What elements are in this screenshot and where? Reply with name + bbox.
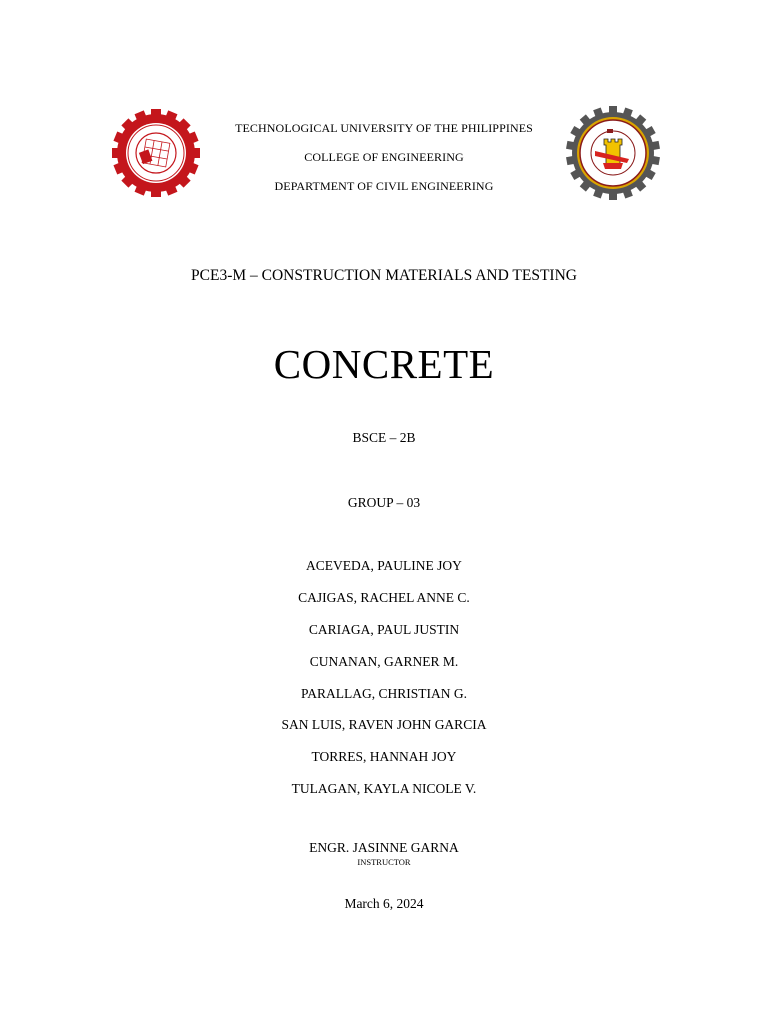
college-name: COLLEGE OF ENGINEERING	[304, 150, 464, 164]
member-name: TORRES, HANNAH JOY	[311, 749, 457, 764]
instructor-role: INSTRUCTOR	[357, 857, 411, 867]
member-name: CUNANAN, GARNER M.	[309, 654, 459, 669]
member-name: TULAGAN, KAYLA NICOLE V.	[291, 781, 477, 796]
instructor-name: ENGR. JASINNE GARNA	[309, 840, 459, 855]
member-name: CARIAGA, PAUL JUSTIN	[308, 622, 460, 637]
submission-date: March 6, 2024	[344, 896, 424, 911]
member-name: ACEVEDA, PAULINE JOY	[306, 558, 462, 573]
member-name: SAN LUIS, RAVEN JOHN GARCIA	[281, 717, 487, 732]
section-label: BSCE – 2B	[352, 430, 416, 445]
department-name: DEPARTMENT OF CIVIL ENGINEERING	[274, 179, 494, 193]
member-name: PARALLAG, CHRISTIAN G.	[300, 686, 467, 701]
course-title: PCE3-M – CONSTRUCTION MATERIALS AND TESTING	[191, 267, 577, 284]
page-title: CONCRETE	[273, 341, 495, 387]
group-label: GROUP – 03	[347, 495, 421, 510]
member-name: CAJIGAS, RACHEL ANNE C.	[298, 590, 470, 605]
university-name: TECHNOLOGICAL UNIVERSITY OF THE PHILIPPINES	[235, 121, 533, 135]
